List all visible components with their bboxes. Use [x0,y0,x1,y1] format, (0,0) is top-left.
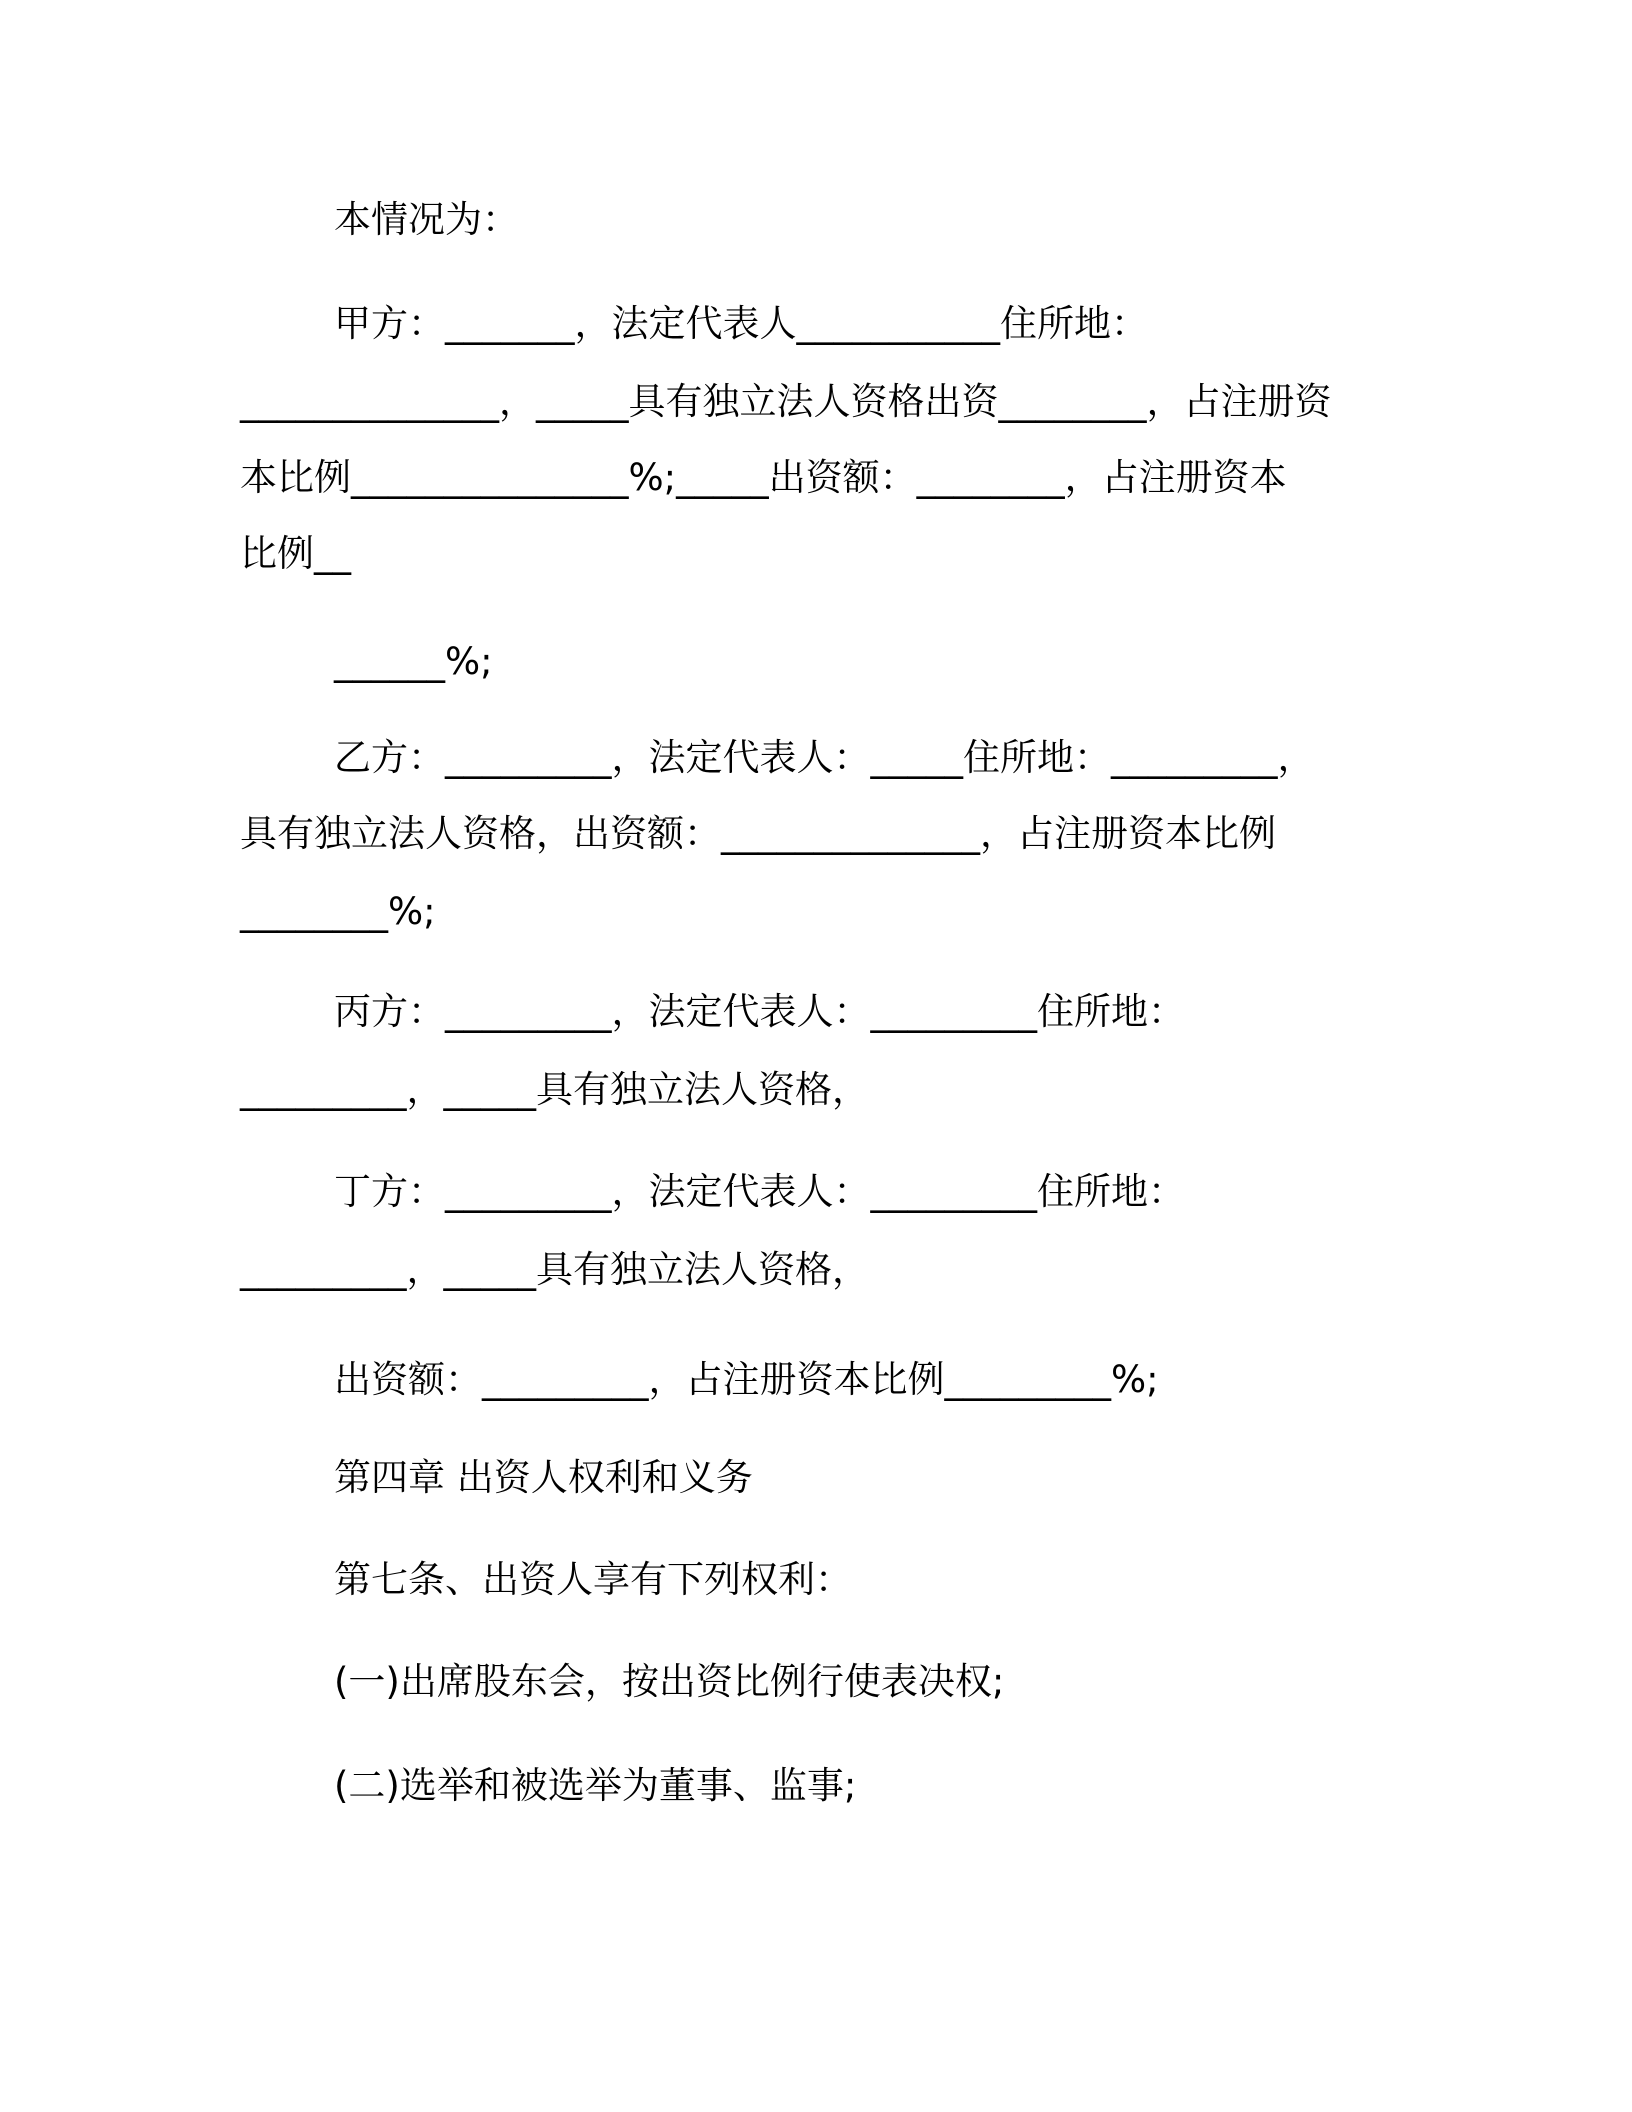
contribution-line: 出资额：_________，占注册资本比例_________%; [334,1358,1159,1401]
article-seven: 第七条、出资人享有下列权利： [334,1558,852,1601]
party-a-line-2: ______________，_____具有独立法人资格出资________，占注册资 [240,380,1332,423]
party-d-line-2: _________，_____具有独立法人资格， [240,1248,869,1291]
party-b-line-3: ________%; [240,890,436,933]
chapter-heading: 第四章 出资人权利和义务 [334,1456,753,1499]
party-a-line-4: 比例__ [240,532,351,575]
party-c-line-1: 丙方：_________，法定代表人：_________住所地： [334,990,1185,1033]
party-a-line-5: ______%; [334,640,493,683]
party-c-line-2: _________，_____具有独立法人资格， [240,1068,869,1111]
right-item-2: (二)选举和被选举为董事、监事; [334,1764,857,1807]
party-b-line-1: 乙方：_________，法定代表人：_____住所地：_________， [334,736,1315,779]
right-item-1: (一)出席股东会，按出资比例行使表决权; [334,1660,1005,1703]
party-a-line-1: 甲方：_______，法定代表人___________住所地： [334,302,1148,345]
party-a-line-3: 本比例_______________%;_____出资额：________，占注册资本 [240,456,1287,499]
party-d-line-1: 丁方：_________，法定代表人：_________住所地： [334,1170,1185,1213]
intro-line: 本情况为： [334,198,519,241]
party-b-line-2: 具有独立法人资格，出资额：______________，占注册资本比例 [240,812,1276,855]
